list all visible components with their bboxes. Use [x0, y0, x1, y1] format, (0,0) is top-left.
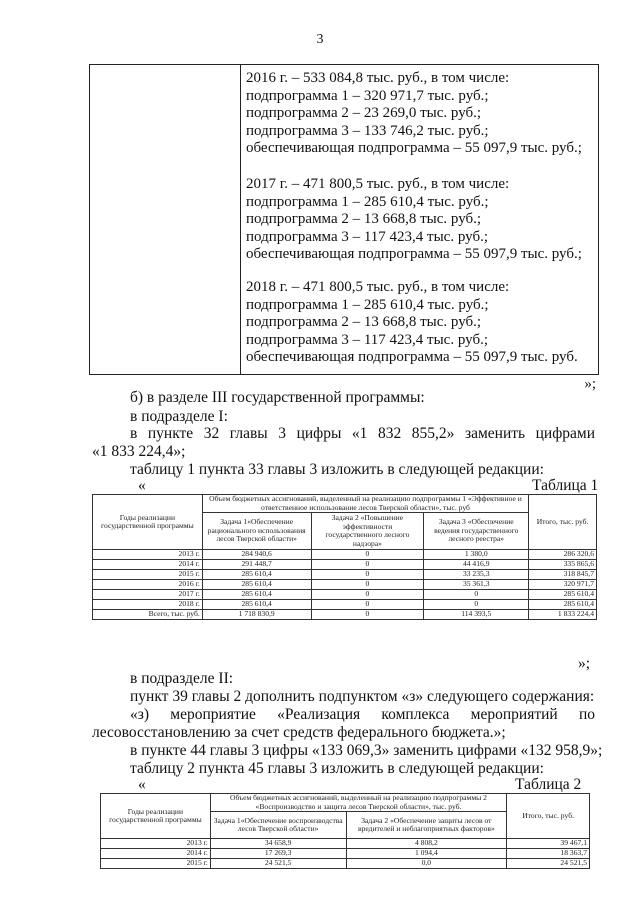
value-cell: 4 808,2 — [346, 839, 507, 849]
value-cell: 39 467,1 — [507, 839, 590, 849]
row-year-cell: 2013 г. — [93, 550, 203, 560]
paragraph: пункт 39 главы 2 дополнить подпунктом «з» следующего содержания: — [130, 688, 595, 705]
funding-line: подпрограмма 1 – 285 610,4 тыс. руб.; — [246, 296, 489, 313]
paragraph: в подразделе I: — [130, 408, 228, 425]
value-cell: 1 833 224,4 — [529, 610, 597, 620]
value-cell: 0 — [311, 610, 424, 620]
paragraph: лесовосстановлению за счет средств федерального бюджета.»; — [92, 724, 506, 741]
value-cell: 285 610,4 — [529, 600, 597, 610]
value-cell: 320 971,7 — [529, 580, 597, 590]
opening-quote: « — [138, 477, 146, 494]
task-header: Задача 1«Обеспечение воспроизводства лесов Тверской области» — [210, 812, 346, 839]
funding-line: подпрограмма 2 – 13 668,8 тыс. руб.; — [246, 211, 482, 228]
value-cell: 285 610,4 — [202, 580, 311, 590]
years-header: Годы реализации государственной программы — [101, 794, 211, 839]
value-cell: 291 448,7 — [202, 560, 311, 570]
years-header: Годы реализации государственной программы — [93, 495, 203, 550]
page-number: 3 — [316, 32, 324, 47]
value-cell: 1 094,4 — [346, 849, 507, 859]
value-cell: 0 — [311, 590, 424, 600]
funding-line: подпрограмма 2 – 23 269,0 тыс. руб.; — [246, 105, 482, 122]
table-row — [101, 839, 590, 849]
row-year-cell: 2015 г. — [101, 859, 211, 869]
paragraph: «1 833 224,4»; — [92, 443, 186, 460]
funding-total: 2017 г. – 471 800,5 тыс. руб., в том числе: — [246, 176, 510, 192]
value-cell: 285 610,4 — [202, 600, 311, 610]
funding-year-block — [246, 70, 596, 158]
value-cell: 285 610,4 — [202, 570, 311, 580]
total-header: Итого, тыс. руб. — [507, 794, 590, 839]
row-year-cell: 2016 г. — [93, 580, 203, 590]
value-cell: 24 521,5 — [210, 859, 346, 869]
value-cell: 0 — [311, 560, 424, 570]
funding-total: 2016 г. – 533 084,8 тыс. руб., в том числе: — [246, 70, 510, 86]
row-year-cell: 2017 г. — [93, 590, 203, 600]
paragraph: в пункте 44 главы 3 цифры «133 069,3» заменить цифрами «132 958,9»; — [130, 742, 603, 759]
row-year-cell: 2014 г. — [101, 849, 211, 859]
value-cell: 35 361,3 — [424, 580, 529, 590]
group-header: Объем бюджетных ассигнований, выделенный на реализацию подпрограммы 1 «Эффективное и ответственное использование лесов Тверской области», тыс. руб — [202, 495, 528, 513]
closing-quote: »; — [578, 655, 591, 672]
paragraph: в подразделе II: — [130, 670, 234, 687]
funding-line: подпрограмма 3 – 133 746,2 тыс. руб.; — [246, 122, 489, 139]
funding-line: подпрограмма 1 – 285 610,4 тыс. руб.; — [246, 193, 489, 210]
subprogram-2-table — [100, 793, 590, 869]
value-cell: 18 363,7 — [507, 849, 590, 859]
value-cell: 0 — [424, 590, 529, 600]
task-header: Задача 2 «Обеспечение защиты лесов от вредителей и неблагоприятных факторов» — [346, 812, 507, 839]
value-cell: 285 610,4 — [529, 590, 597, 600]
table-label: Таблица 2 — [515, 776, 582, 793]
value-cell: 0 — [311, 570, 424, 580]
paragraph: «з) мероприятие «Реализация комплекса мероприятий по — [130, 706, 595, 723]
funding-line: подпрограмма 2 – 13 668,8 тыс. руб.; — [246, 314, 482, 331]
value-cell: 0 — [311, 600, 424, 610]
value-cell: 0 — [311, 550, 424, 560]
table-row — [93, 570, 597, 580]
table-row — [93, 600, 597, 610]
group-header: Объем бюджетных ассигнований, выделенный на реализацию подпрограммы 2 «Воспроизводство и защита лесов Тверской области», тыс. руб. — [210, 794, 506, 812]
table-row — [101, 849, 590, 859]
table-row — [93, 550, 597, 560]
table-row — [101, 859, 590, 869]
task-header: Задача 3 «Обеспечение ведения государственного лесного реестра» — [424, 513, 529, 550]
table-row — [93, 610, 597, 620]
value-cell: 44 416,9 — [424, 560, 529, 570]
funding-box — [89, 64, 599, 375]
table-row — [93, 590, 597, 600]
funding-box-divider — [240, 65, 241, 374]
value-cell: 24 521,5 — [507, 859, 590, 869]
value-cell: 285 610,4 — [202, 590, 311, 600]
row-year-cell: 2014 г. — [93, 560, 203, 570]
table-row — [93, 580, 597, 590]
value-cell: 34 658,9 — [210, 839, 346, 849]
value-cell: 1 380,0 — [424, 550, 529, 560]
task-header: Задача 2 «Повышение эффективности государственного лесного надзора» — [311, 513, 424, 550]
paragraph: б) в разделе III государственной программы: — [130, 389, 425, 406]
opening-quote: « — [138, 776, 146, 793]
value-cell: 0,0 — [346, 859, 507, 869]
funding-year-block — [246, 176, 596, 264]
funding-line: подпрограмма 3 – 117 423,4 тыс. руб.; — [246, 331, 488, 348]
value-cell: 17 269,3 — [210, 849, 346, 859]
row-year-cell: 2018 г. — [93, 600, 203, 610]
value-cell: 0 — [311, 580, 424, 590]
row-year-cell: Всего, тыс. руб. — [93, 610, 203, 620]
subprogram-1-table — [92, 494, 597, 620]
funding-year-block — [246, 279, 596, 367]
row-year-cell: 2013 г. — [101, 839, 211, 849]
table-row — [93, 560, 597, 570]
funding-total: 2018 г. – 471 800,5 тыс. руб., в том числе: — [246, 279, 510, 295]
value-cell: 1 718 830,9 — [202, 610, 311, 620]
value-cell: 0 — [424, 600, 529, 610]
funding-line: обеспечивающая подпрограмма – 55 097,9 тыс. руб. — [246, 349, 578, 366]
value-cell: 335 865,6 — [529, 560, 597, 570]
funding-line: подпрограмма 3 – 117 423,4 тыс. руб.; — [246, 228, 488, 245]
table-label: Таблица 1 — [532, 477, 599, 494]
paragraph: в пункте 32 главы 3 цифры «1 832 855,2» заменить цифрами — [130, 425, 595, 442]
paragraph: таблицу 1 пункта 33 главы 3 изложить в следующей редакции: — [130, 461, 544, 478]
task-header: Задача 1«Обеспечение рационального использования лесов Тверской области» — [202, 513, 311, 550]
closing-quote: »; — [584, 376, 596, 392]
value-cell: 33 235,3 — [424, 570, 529, 580]
row-year-cell: 2015 г. — [93, 570, 203, 580]
value-cell: 318 845,7 — [529, 570, 597, 580]
value-cell: 286 320,6 — [529, 550, 597, 560]
funding-line: обеспечивающая подпрограмма – 55 097,9 тыс. руб.; — [246, 246, 582, 263]
total-header: Итого, тыс. руб. — [529, 495, 597, 550]
value-cell: 114 393,5 — [424, 610, 529, 620]
funding-line: подпрограмма 1 – 320 971,7 тыс. руб.; — [246, 87, 489, 104]
value-cell: 284 940,6 — [202, 550, 311, 560]
paragraph: таблицу 2 пункта 45 главы 3 изложить в следующей редакции: — [130, 760, 544, 777]
funding-line: обеспечивающая подпрограмма – 55 097,9 тыс. руб.; — [246, 140, 582, 157]
